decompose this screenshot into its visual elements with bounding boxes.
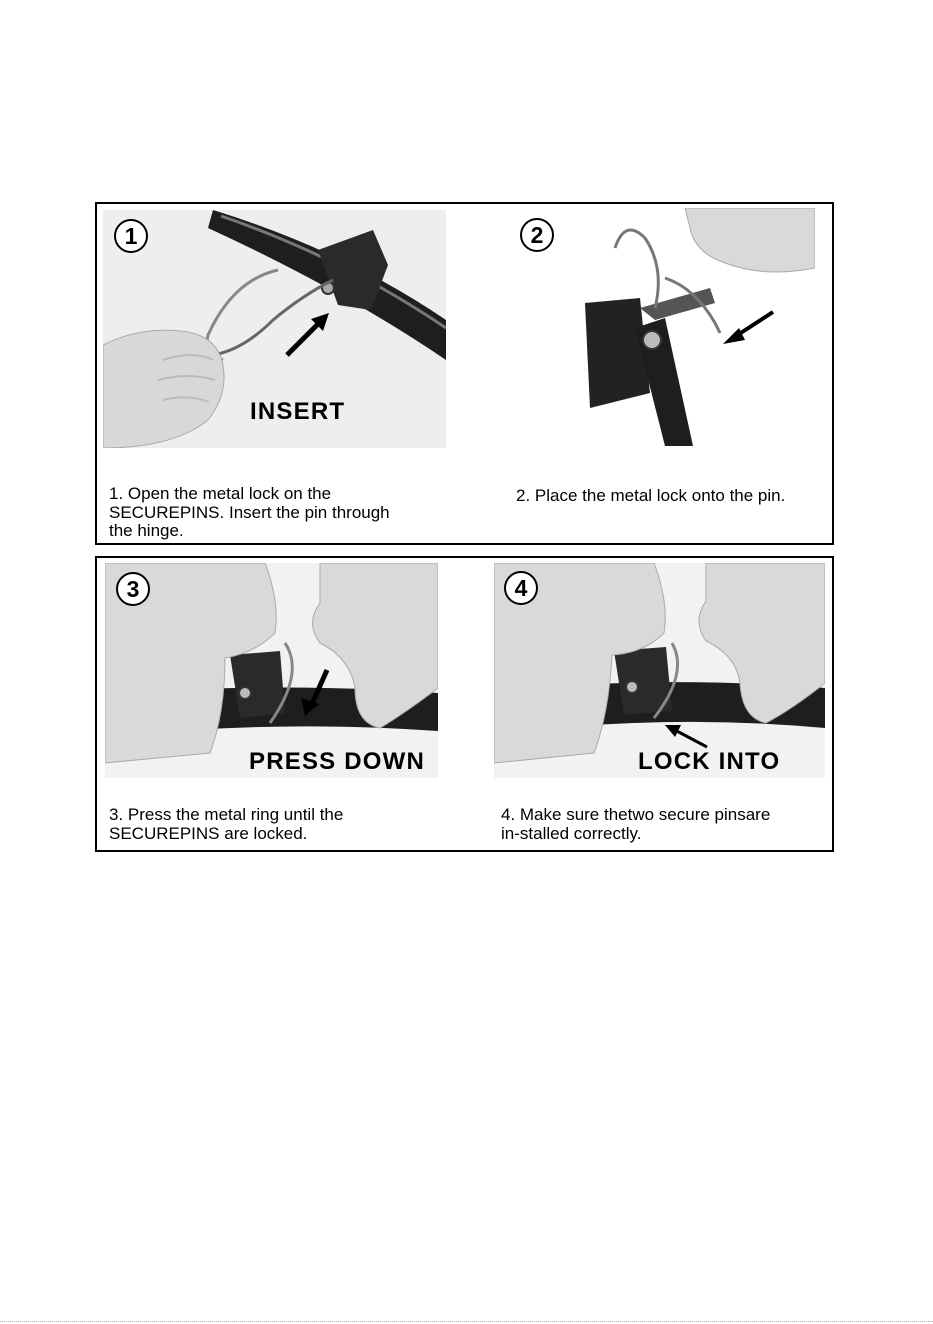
- step-4-photo: [494, 563, 825, 778]
- arrow-icon: [283, 309, 333, 359]
- step-1-instructions: 1. Open the metal lock on the SECUREPINS. Insert the pin through the hinge.: [109, 484, 390, 540]
- step-2-instructions: 2. Place the metal lock onto the pin.: [516, 486, 786, 505]
- page-bottom-edge: [0, 1321, 933, 1322]
- instruction-panel-bottom: [95, 556, 834, 852]
- step-1-caption: INSERT: [250, 398, 346, 425]
- arrow-icon: [301, 668, 331, 718]
- step-3-photo: [105, 563, 438, 778]
- step-2-number: 2: [520, 218, 554, 252]
- step-1-number: 1: [114, 219, 148, 253]
- step-3-number: 3: [116, 572, 150, 606]
- step-3-caption: PRESS DOWN: [249, 748, 426, 775]
- arrow-icon: [719, 308, 777, 348]
- arrow-icon: [663, 721, 711, 751]
- step-4-caption: LOCK INTO: [638, 748, 781, 775]
- step-3-instructions: 3. Press the metal ring until the SECUREPINS are locked.: [109, 805, 344, 843]
- instruction-panel-top: [95, 202, 834, 545]
- step-4-instructions: 4. Make sure thetwo secure pinsare in-stalled correctly.: [501, 805, 771, 843]
- step-4-number: 4: [504, 571, 538, 605]
